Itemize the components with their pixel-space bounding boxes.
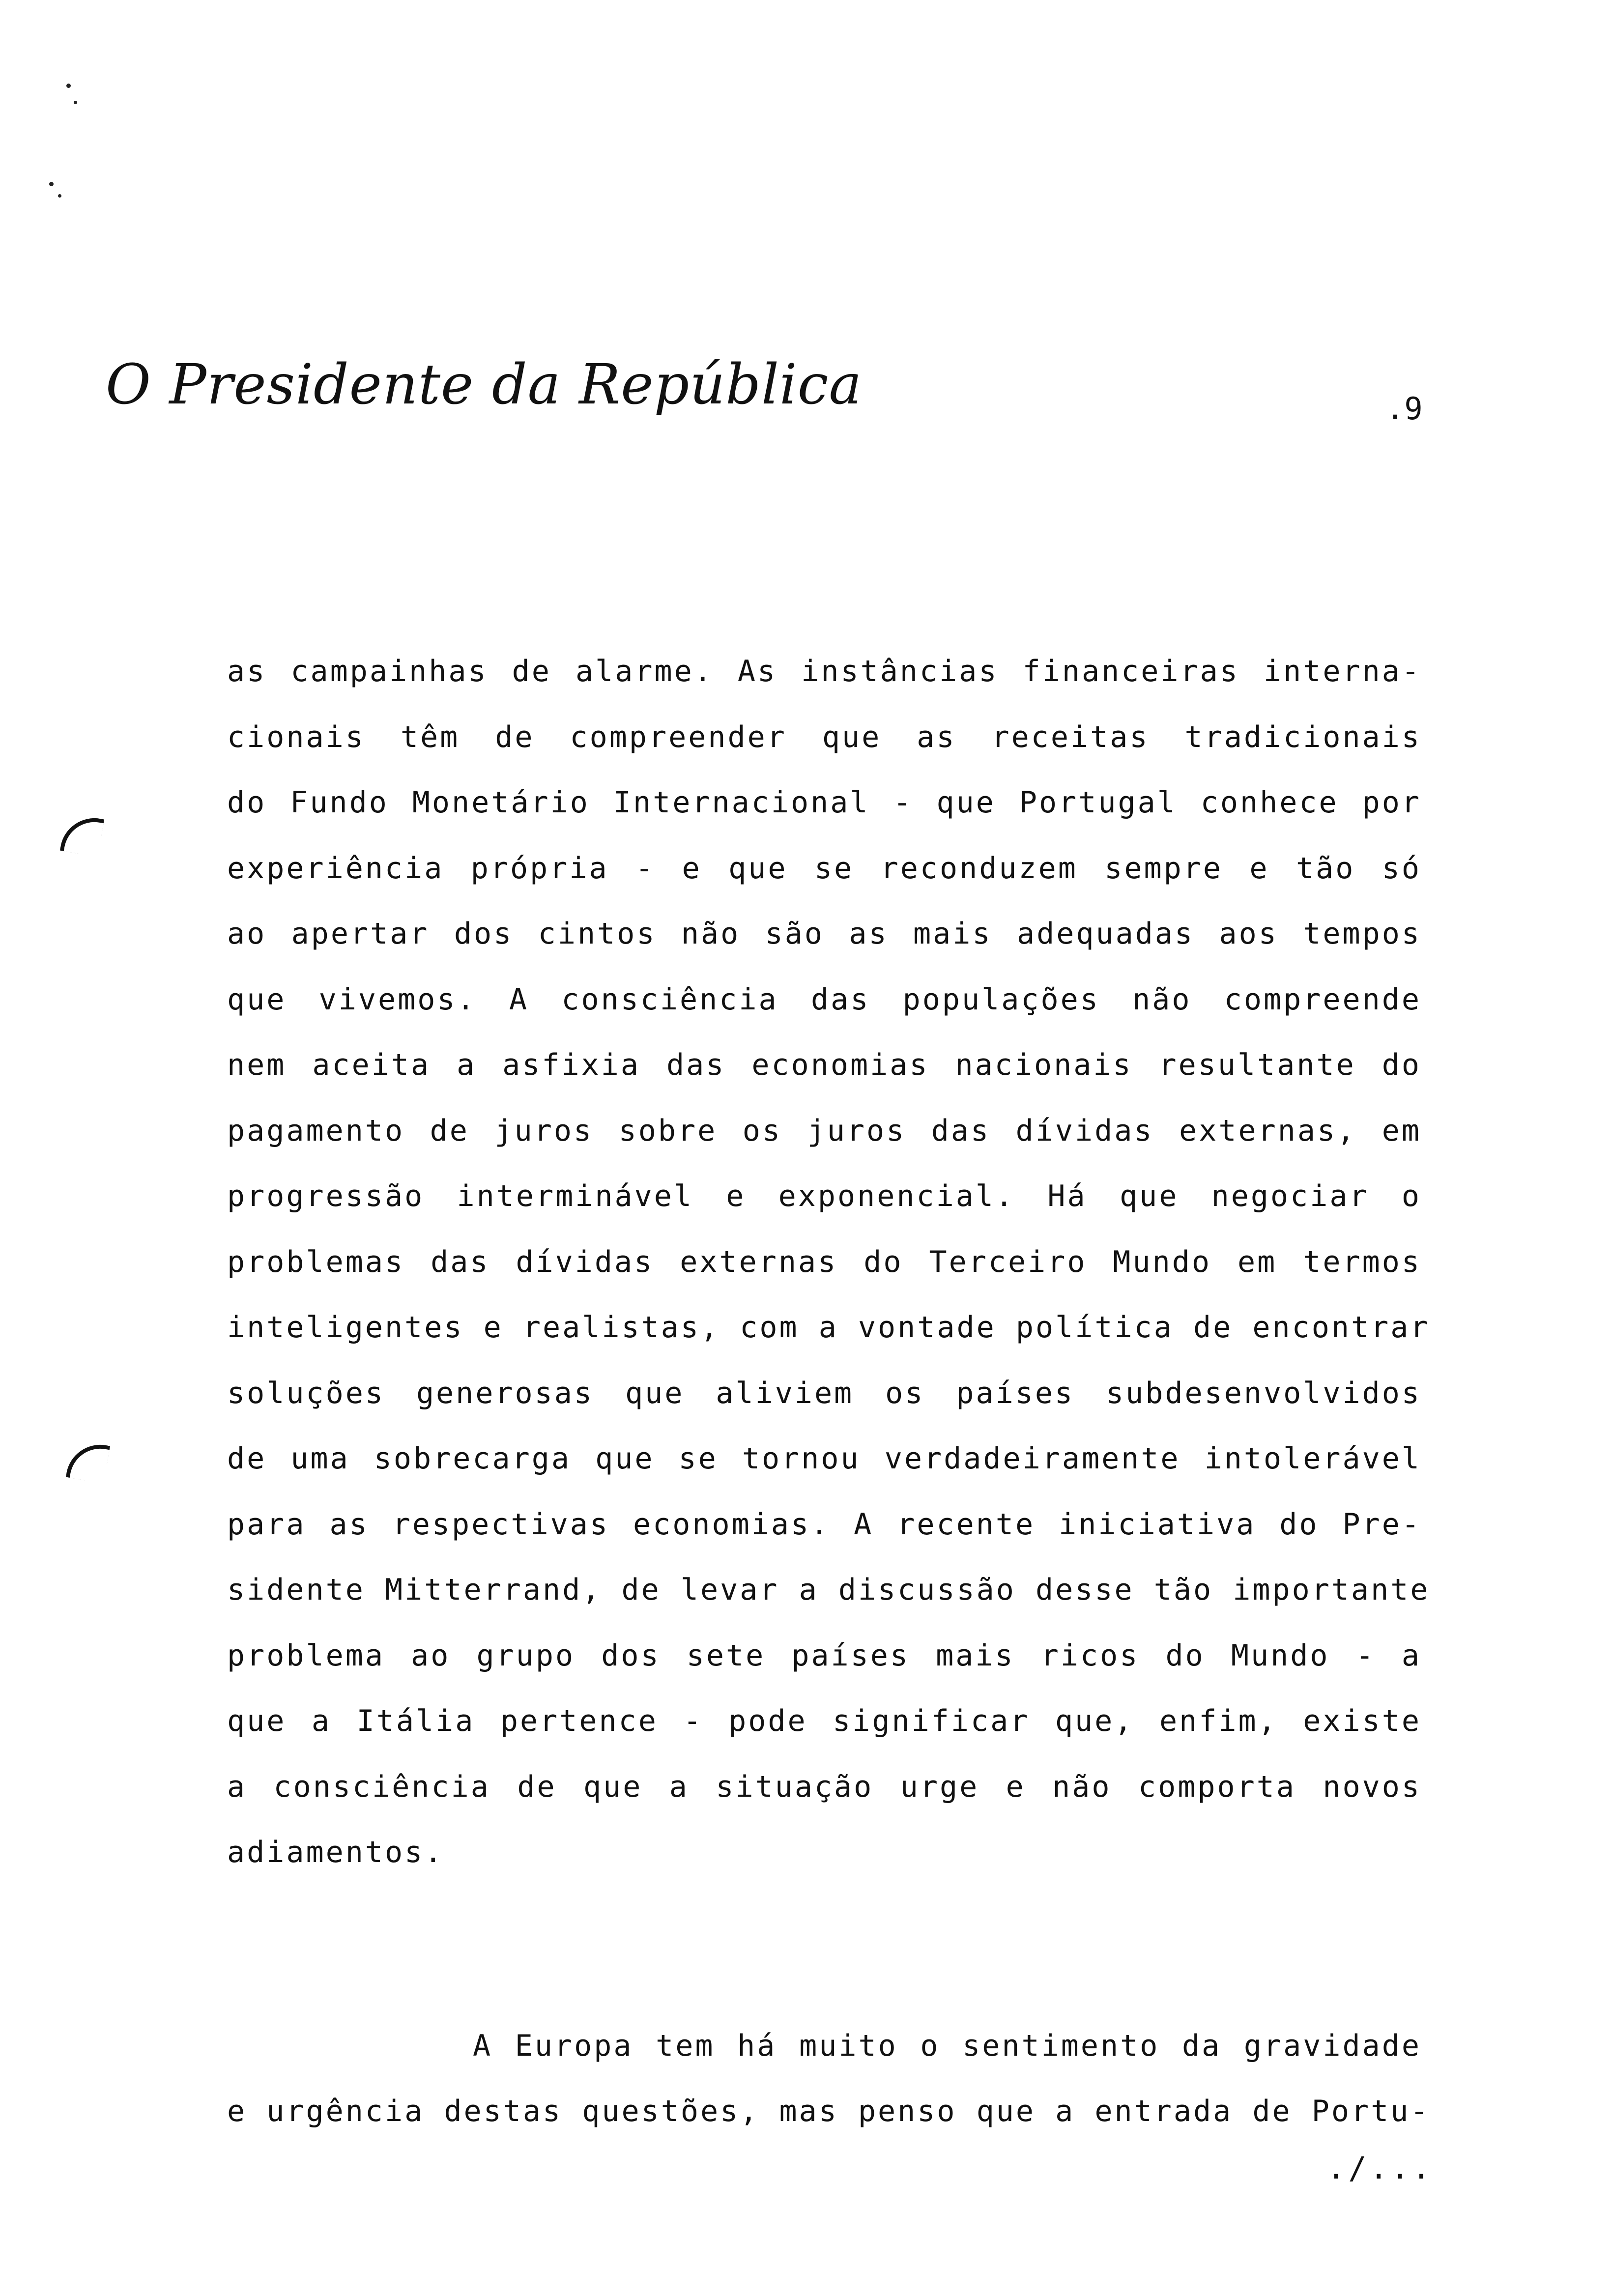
text-line: soluções generosas que aliviem os países subdesenvolvidos	[227, 1376, 1421, 1410]
text-line: ao apertar dos cintos não são as mais adequadas aos tempos	[227, 917, 1421, 951]
scan-speck	[58, 194, 61, 198]
paragraph-spacer	[227, 1886, 1421, 2013]
text-line: inteligentes e realistas, com a vontade política de encontrar	[227, 1310, 1430, 1345]
text-line: cionais têm de compreender que as receitas tradicionais	[227, 719, 1421, 754]
margin-mark	[66, 1439, 110, 1484]
text-line: as campainhas de alarme. As instâncias financeiras interna-	[227, 654, 1421, 689]
text-line: que a Itália pertence - pode significar que, enfim, existe	[227, 1704, 1421, 1738]
text-line: pagamento de juros sobre os juros das dívidas externas, em	[227, 1113, 1421, 1148]
paragraph	[227, 639, 1430, 1886]
text-line: A Europa tem há muito o sentimento da gravidade	[473, 2028, 1421, 2063]
text-line: do Fundo Monetário Internacional - que Portugal conhece por	[227, 785, 1421, 820]
text-line: e urgência destas questões, mas penso que a entrada de Portu-	[227, 2094, 1430, 2128]
body-text	[227, 639, 1430, 2145]
text-line: problema ao grupo dos sete países mais ricos do Mundo - a	[227, 1638, 1421, 1673]
text-line: progressão interminável e exponencial. Há que negociar o	[227, 1179, 1421, 1213]
text-line: nem aceita a asfixia das economias nacionais resultante do	[227, 1048, 1421, 1082]
text-line: que vivemos. A consciência das populações não compreende	[227, 982, 1421, 1017]
text-line: adiamentos.	[227, 1835, 444, 1869]
text-line: para as respectivas economias. A recente iniciativa do Pre-	[227, 1507, 1421, 1542]
text-line: de uma sobrecarga que se tornou verdadeiramente intolerável	[227, 1441, 1421, 1476]
page-number: .9	[1386, 391, 1423, 427]
text-line: experiência própria - e que se reconduzem sempre e tão só	[227, 851, 1421, 886]
scan-speck	[74, 101, 77, 104]
continuation-mark: ./...	[1327, 2150, 1434, 2186]
margin-mark	[60, 813, 104, 857]
paragraph	[227, 2013, 1430, 2145]
text-line: problemas das dívidas externas do Terceiro Mundo em termos	[227, 1244, 1421, 1279]
letterhead: O Presidente da República	[106, 353, 863, 417]
text-line: a consciência de que a situação urge e não comporta novos	[227, 1769, 1421, 1804]
scan-speck	[66, 84, 71, 88]
scan-speck	[49, 182, 54, 186]
text-line: sidente Mitterrand, de levar a discussão desse tão importante	[227, 1573, 1430, 1607]
